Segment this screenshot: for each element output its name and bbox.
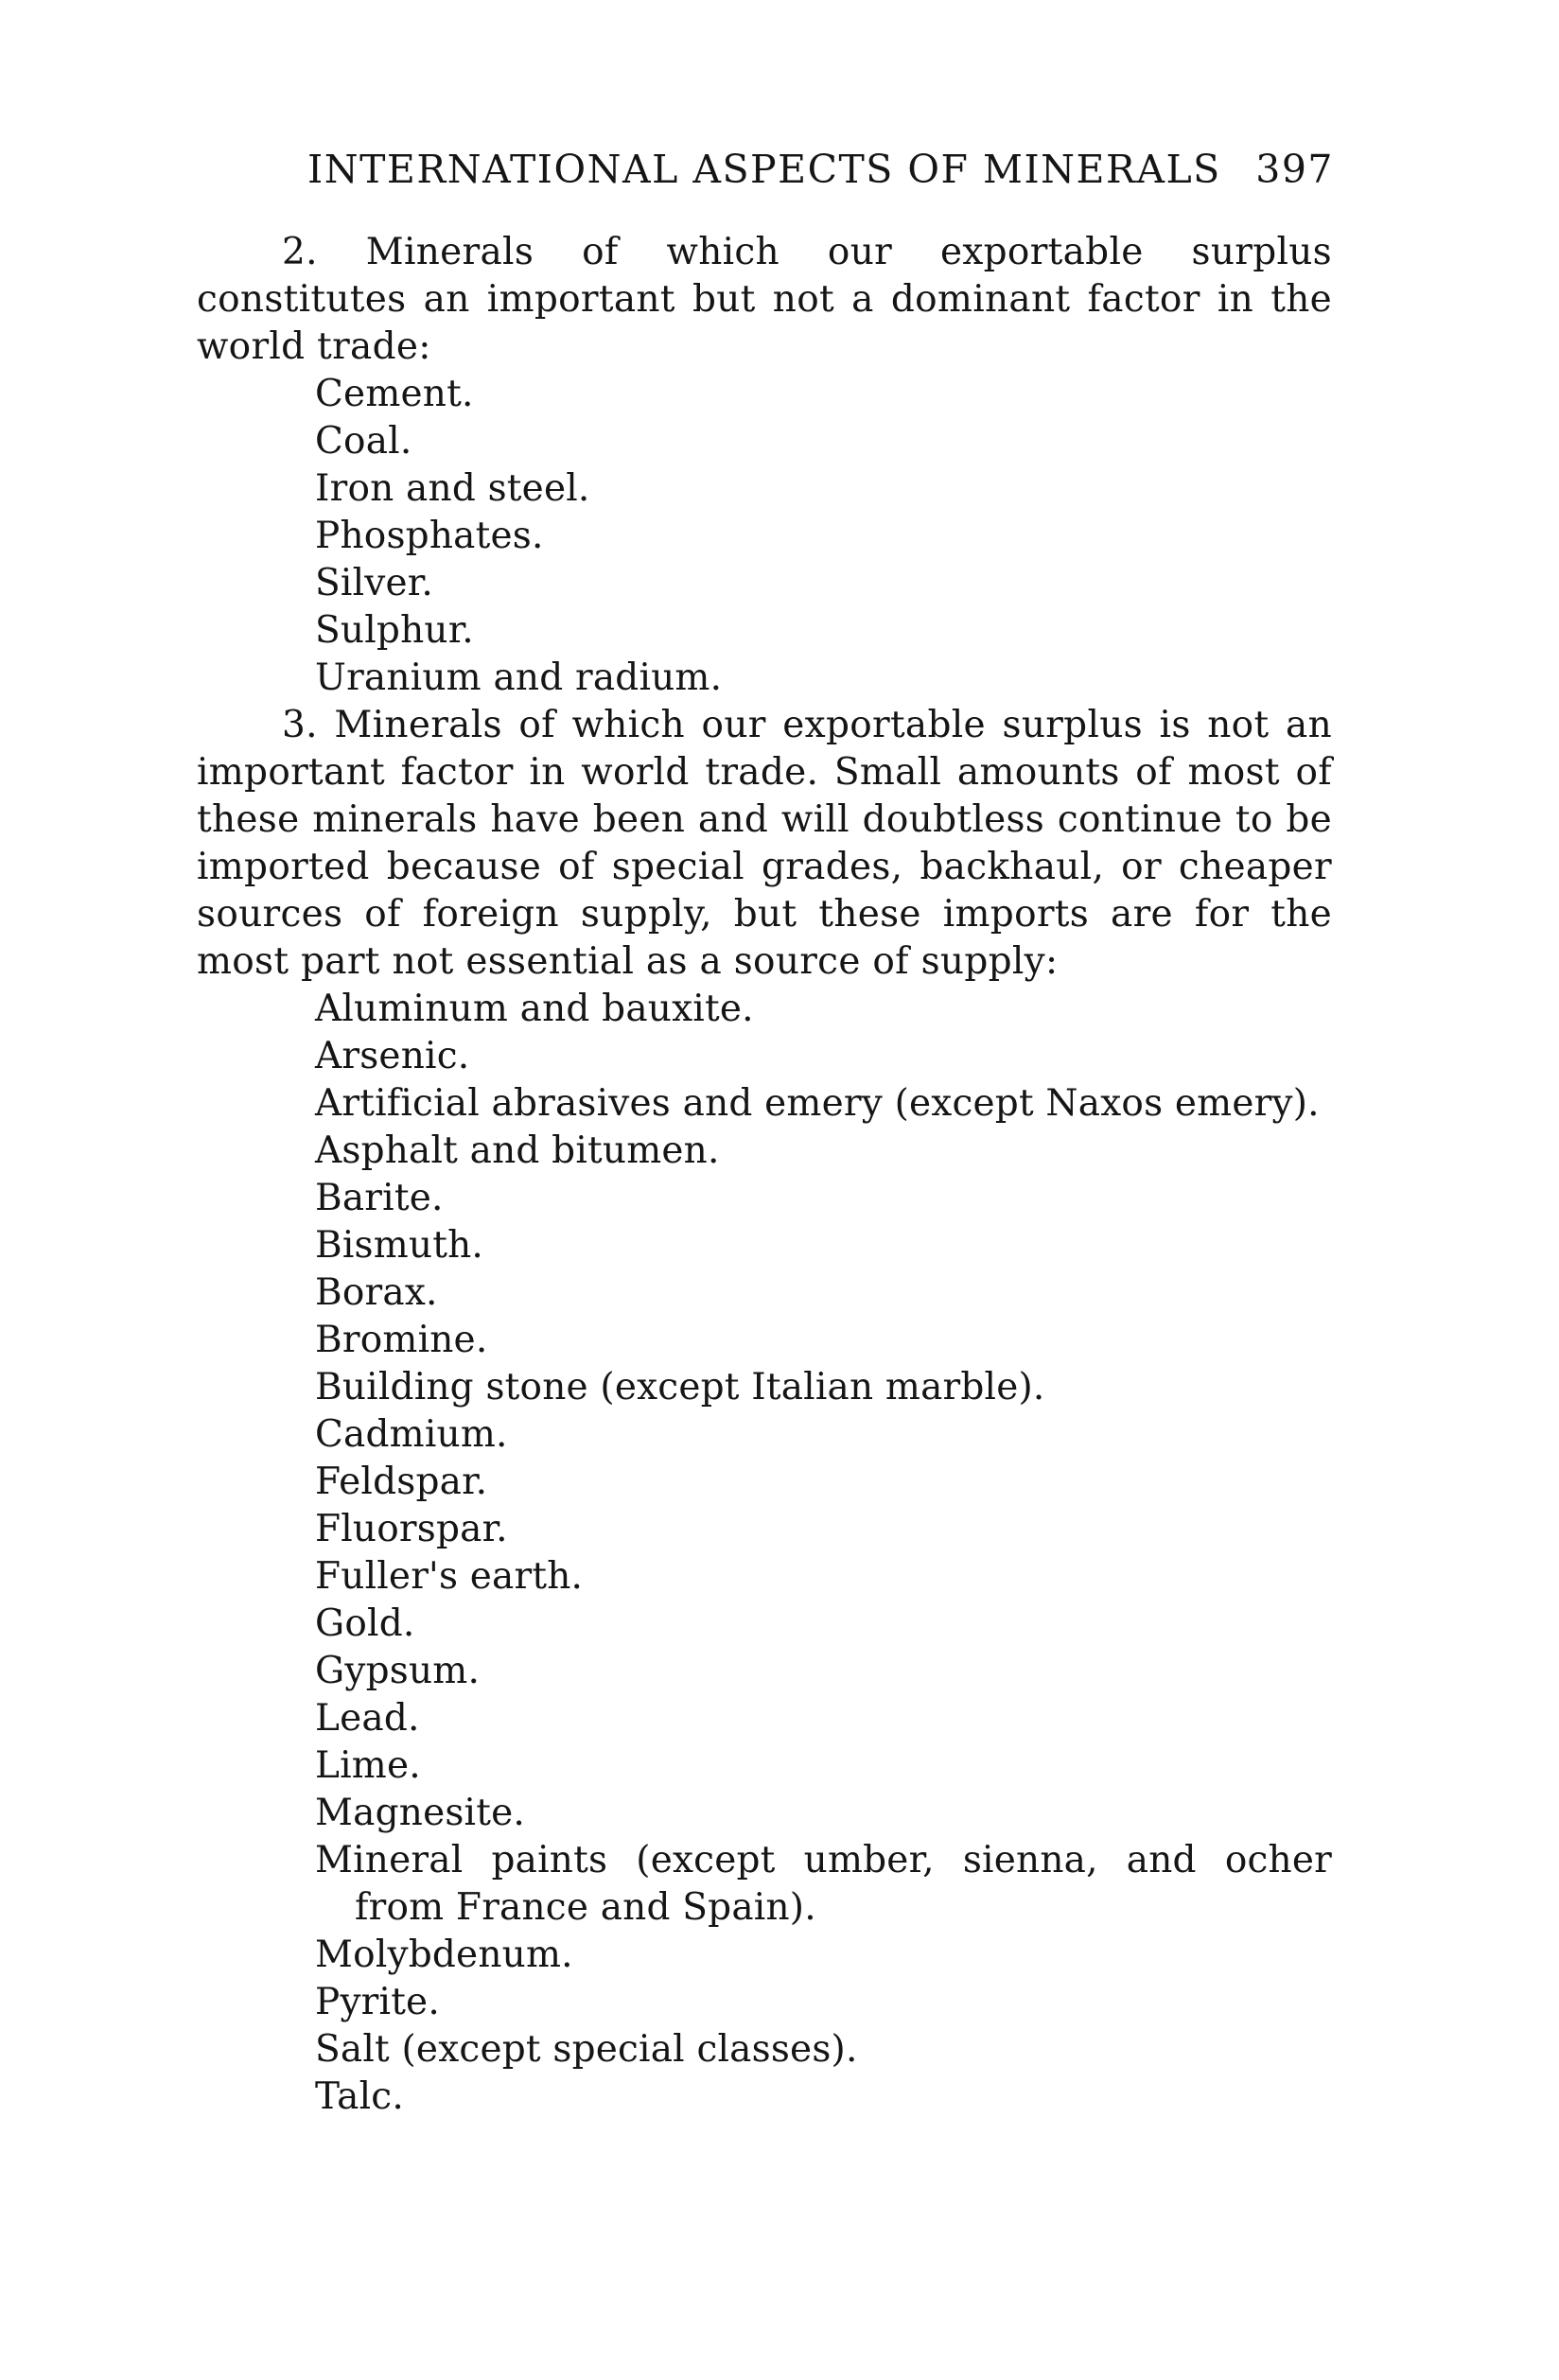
- list-item: Borax.: [315, 1271, 438, 1314]
- list-item: Fuller's earth.: [315, 1555, 584, 1598]
- section-3-list: [197, 986, 1332, 2121]
- list-item: Lead.: [315, 1697, 420, 1740]
- list-item: Molybdenum.: [315, 1934, 573, 1976]
- section-2-paragraph: 2. Minerals of which our exportable surplus constitutes an important but not a dominant factor in the world trade:: [197, 231, 1332, 368]
- list-item: Salt (except special classes).: [315, 2028, 858, 2071]
- list-item: Magnesite.: [315, 1792, 525, 1834]
- list-item: Phosphates.: [315, 515, 544, 557]
- page-number: 397: [1255, 147, 1334, 192]
- list-item: Uranium and radium.: [315, 656, 723, 699]
- list-item: Cadmium.: [315, 1413, 508, 1456]
- list-item: Bromine.: [315, 1319, 488, 1361]
- list-item: Sulphur.: [315, 609, 474, 652]
- section-2-list: [197, 371, 1332, 702]
- list-item: Lime.: [315, 1744, 421, 1787]
- list-item: Gold.: [315, 1602, 415, 1645]
- list-item: Pyrite.: [315, 1981, 440, 2023]
- list-item: Gypsum.: [315, 1650, 481, 1692]
- list-item: Building stone (except Italian marble).: [315, 1366, 1045, 1409]
- list-item: Feldspar.: [315, 1461, 488, 1503]
- body-text: [197, 229, 1332, 2121]
- list-item: Artificial abrasives and emery (except Naxos emery).: [315, 1082, 1320, 1125]
- list-item: Coal.: [315, 420, 412, 463]
- list-item: Aluminum and bauxite.: [315, 988, 754, 1030]
- list-item: Arsenic.: [315, 1035, 470, 1077]
- list-item: Iron and steel.: [315, 467, 590, 510]
- list-item: Cement.: [315, 373, 474, 415]
- running-header: [307, 142, 1334, 197]
- section-3-paragraph: 3. Minerals of which our exportable surplus is not an important factor in world trade. Small amounts of most of these minerals have been and will doubtless continue to be imported because of special grades, backhaul, or cheaper sources of foreign supply, but these imports are for the most part not essential as a source of supply:: [197, 704, 1332, 983]
- list-item: Bismuth.: [315, 1224, 484, 1267]
- list-item: Barite.: [315, 1177, 444, 1219]
- list-item: Silver.: [315, 562, 433, 604]
- list-item: Asphalt and bitumen.: [315, 1129, 720, 1172]
- running-title: INTERNATIONAL ASPECTS OF MINERALS: [307, 147, 1221, 192]
- list-item: Talc.: [315, 2075, 404, 2118]
- list-item: Mineral paints (except umber, sienna, and ocher from France and Spain).: [315, 1839, 1332, 1929]
- list-item: Fluorspar.: [315, 1508, 508, 1550]
